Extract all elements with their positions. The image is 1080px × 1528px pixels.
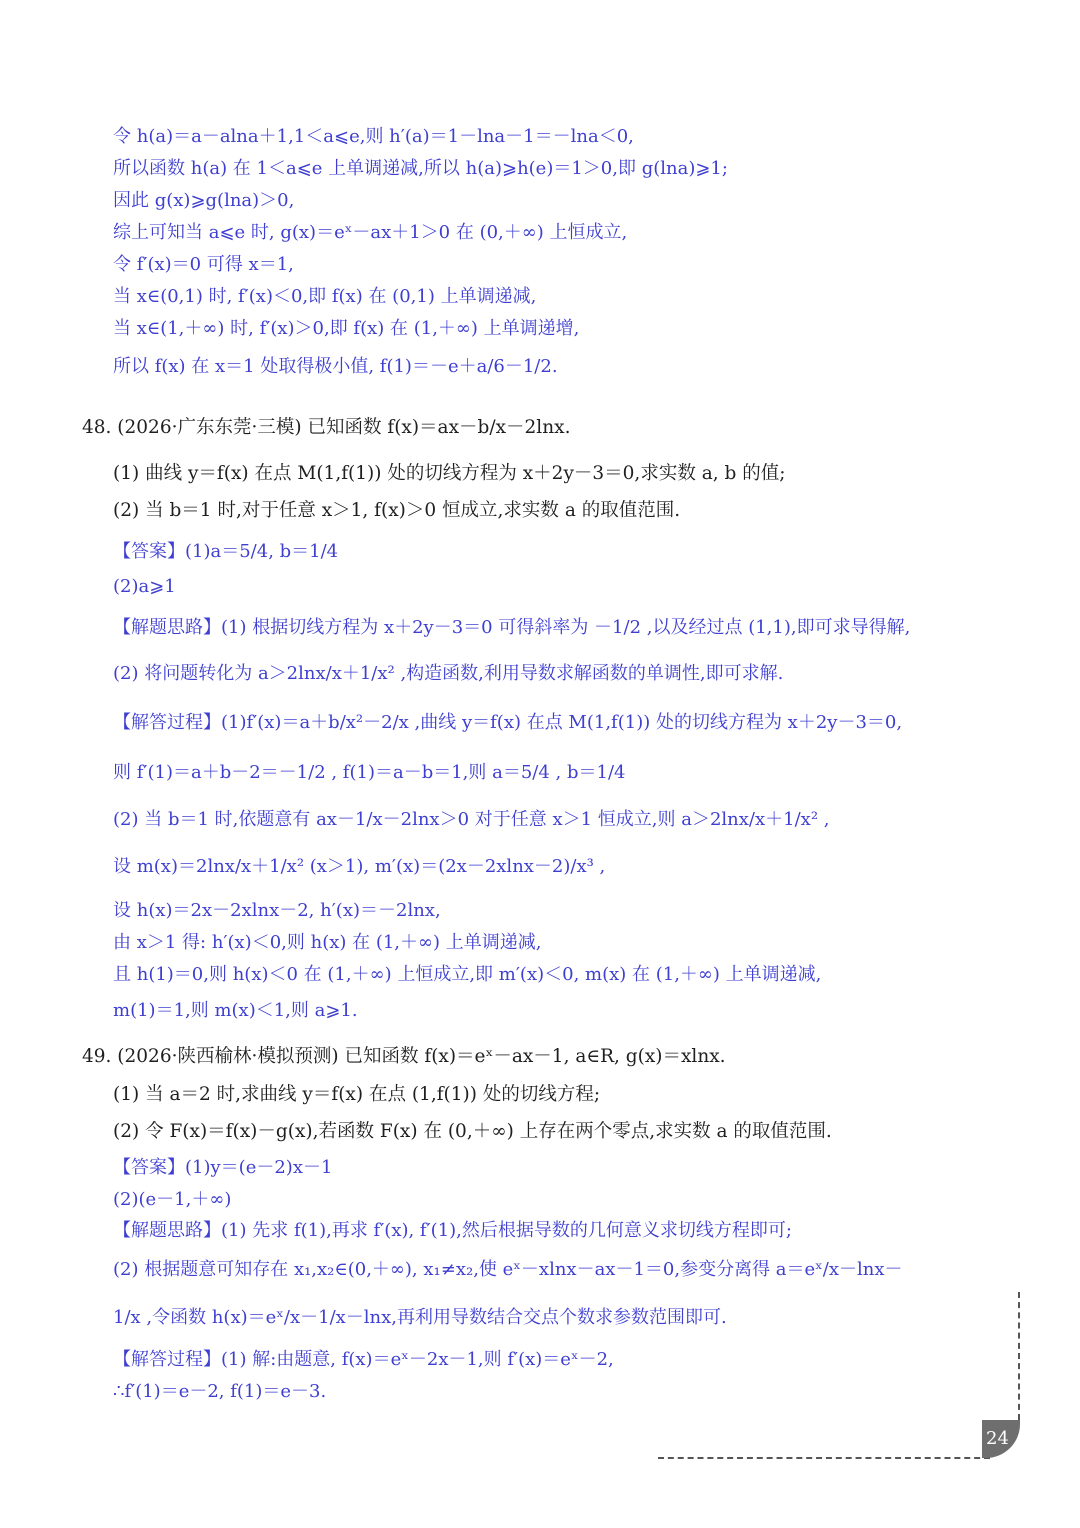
solution-line: (2) 当 b＝1 时,依题意有 ax－1/x－2lnx＞0 对于任意 x＞1 恒成立,则 a＞2lnx/x＋1/x² , bbox=[113, 809, 830, 830]
solution-line: ∴f′(1)＝e－2, f(1)＝e－3. bbox=[113, 1381, 327, 1402]
solution-line: 设 m(x)＝2lnx/x＋1/x² (x＞1), m′(x)＝(2x－2xlnx－2)/x³ , bbox=[113, 856, 606, 877]
solution-line: 所以函数 h(a) 在 1＜a⩽e 上单调递减,所以 h(a)⩾h(e)＝1＞0,即 g(lna)⩾1; bbox=[113, 158, 728, 179]
solution-line: 当 x∈(1,＋∞) 时, f′(x)＞0,即 f(x) 在 (1,＋∞) 上单调递增, bbox=[113, 318, 580, 339]
solution-line: (2)a⩾1 bbox=[113, 576, 176, 597]
solution-line: 由 x＞1 得: h′(x)＜0,则 h(x) 在 (1,＋∞) 上单调递减, bbox=[113, 932, 542, 953]
solution-line: 【解答过程】(1)f′(x)＝a＋b/x²－2/x ,曲线 y＝f(x) 在点 M(1,f(1)) 处的切线方程为 x＋2y－3＝0, bbox=[113, 712, 903, 733]
solution-line: 令 f′(x)＝0 可得 x＝1, bbox=[113, 254, 294, 275]
solution-line: 【解答过程】(1) 解:由题意, f(x)＝eˣ－2x－1,则 f′(x)＝eˣ－2, bbox=[113, 1349, 614, 1370]
question-line: 48. (2026·广东东莞·三模) 已知函数 f(x)＝ax－b/x－2lnx. bbox=[82, 417, 571, 438]
page-number: 24 bbox=[986, 1428, 1009, 1449]
solution-line: 【解题思路】(1) 先求 f(1),再求 f′(x), f′(1),然后根据导数的几何意义求切线方程即可; bbox=[113, 1220, 792, 1241]
solution-line: (2)(e－1,＋∞) bbox=[113, 1189, 232, 1210]
solution-line: m(1)＝1,则 m(x)＜1,则 a⩾1. bbox=[113, 1000, 358, 1021]
solution-line: 1/x ,令函数 h(x)＝eˣ/x－1/x－lnx,再利用导数结合交点个数求参数范围即可. bbox=[113, 1307, 727, 1328]
page-frame-vertical-dash bbox=[1018, 1292, 1020, 1420]
solution-line: 【解题思路】(1) 根据切线方程为 x＋2y－3＝0 可得斜率为 －1/2 ,以及经过点 (1,1),即可求导得解, bbox=[113, 617, 911, 638]
solution-line: 所以 f(x) 在 x＝1 处取得极小值, f(1)＝－e＋a/6－1/2. bbox=[113, 356, 558, 377]
solution-line: 且 h(1)＝0,则 h(x)＜0 在 (1,＋∞) 上恒成立,即 m′(x)＜0, m(x) 在 (1,＋∞) 上单调递减, bbox=[113, 964, 822, 985]
solution-line: 令 h(a)＝a－alna＋1,1＜a⩽e,则 h′(a)＝1－lna－1＝－lna＜0, bbox=[113, 126, 634, 147]
solution-line: 综上可知当 a⩽e 时, g(x)＝eˣ－ax＋1＞0 在 (0,＋∞) 上恒成立, bbox=[113, 222, 628, 243]
solution-line: 则 f′(1)＝a＋b－2＝－1/2 , f(1)＝a－b＝1,则 a＝5/4 , b＝1/4 bbox=[113, 762, 626, 783]
solution-line: 【答案】(1)y＝(e－2)x－1 bbox=[113, 1157, 333, 1178]
solution-line: (2) 根据题意可知存在 x₁,x₂∈(0,＋∞), x₁≠x₂,使 eˣ－xlnx－ax－1＝0,参变分离得 a＝eˣ/x－lnx－ bbox=[113, 1259, 903, 1280]
solution-line: 因此 g(x)⩾g(lna)＞0, bbox=[113, 190, 295, 211]
question-line: (2) 当 b＝1 时,对于任意 x＞1, f(x)＞0 恒成立,求实数 a 的取值范围. bbox=[113, 500, 681, 521]
solution-line: 【答案】(1)a＝5/4, b＝1/4 bbox=[113, 541, 339, 562]
solution-line: (2) 将问题转化为 a＞2lnx/x＋1/x² ,构造函数,利用导数求解函数的单调性,即可求解. bbox=[113, 663, 784, 684]
solution-line: 设 h(x)＝2x－2xlnx－2, h′(x)＝－2lnx, bbox=[113, 900, 441, 921]
solution-line: 当 x∈(0,1) 时, f′(x)＜0,即 f(x) 在 (0,1) 上单调递减, bbox=[113, 286, 537, 307]
question-line: (1) 当 a＝2 时,求曲线 y＝f(x) 在点 (1,f(1)) 处的切线方程; bbox=[113, 1084, 601, 1105]
page-frame-horizontal-dash bbox=[658, 1457, 990, 1459]
question-line: 49. (2026·陕西榆林·模拟预测) 已知函数 f(x)＝eˣ－ax－1, a∈R, g(x)＝xlnx. bbox=[82, 1046, 726, 1067]
question-line: (2) 令 F(x)＝f(x)－g(x),若函数 F(x) 在 (0,＋∞) 上存在两个零点,求实数 a 的取值范围. bbox=[113, 1121, 832, 1142]
question-line: (1) 曲线 y＝f(x) 在点 M(1,f(1)) 处的切线方程为 x＋2y－3＝0,求实数 a, b 的值; bbox=[113, 463, 786, 484]
